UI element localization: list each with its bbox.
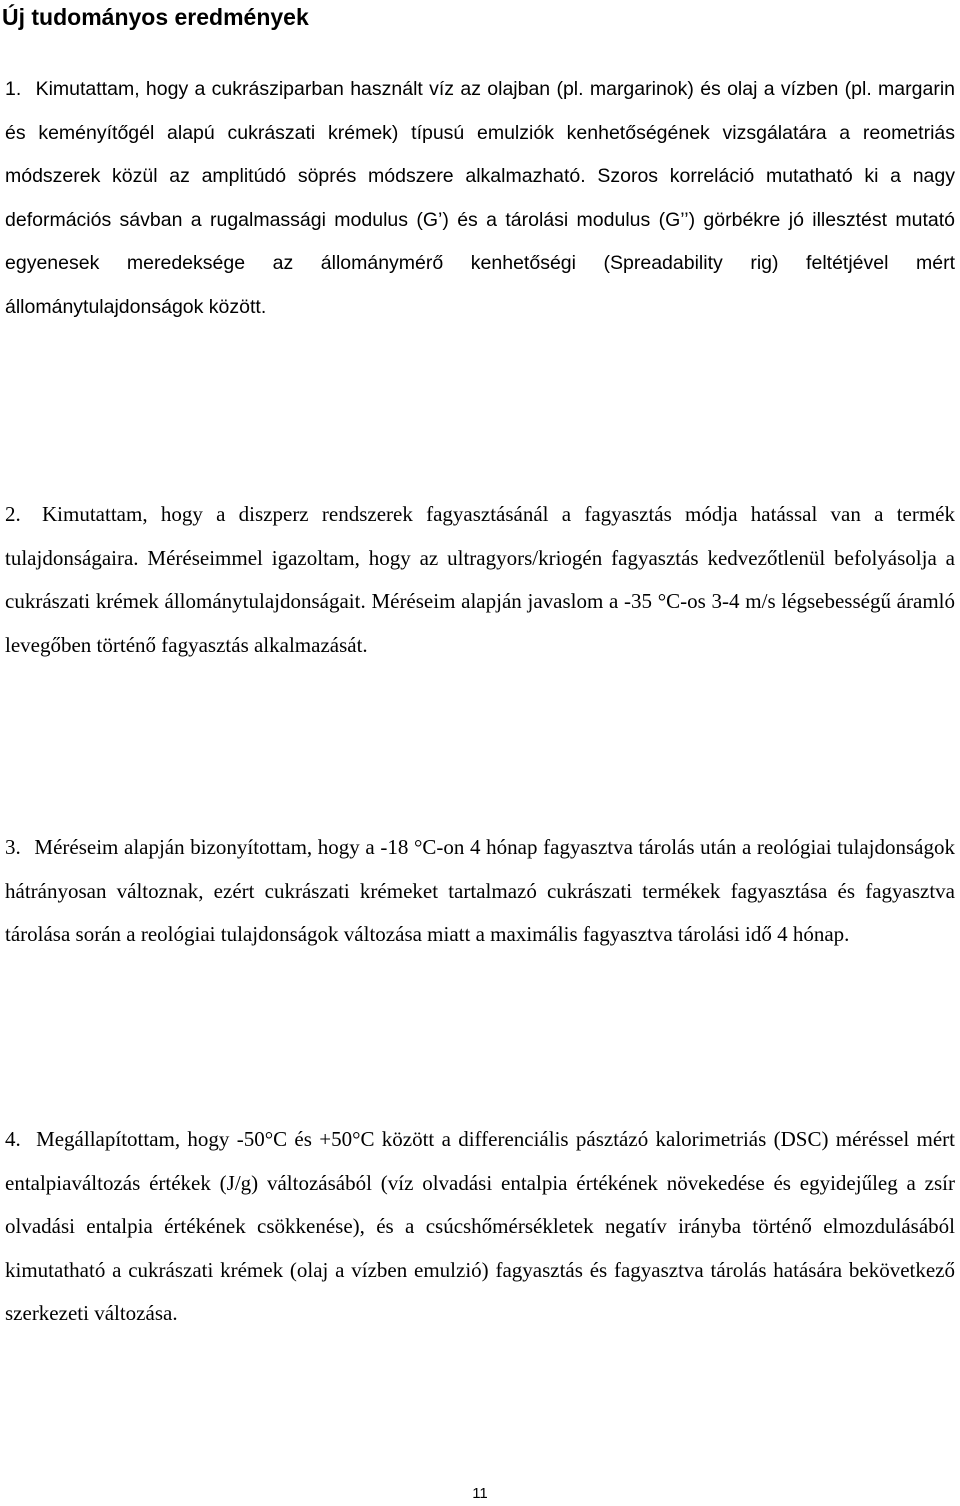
result-item-number: 2. [5, 502, 21, 526]
page-number: 11 [472, 1485, 488, 1502]
result-item-number: 1. [5, 78, 22, 100]
result-item-3 [5, 826, 955, 957]
result-item-text: Kimutattam, hogy a cukrásziparban használt víz az olajban (pl. margarinok) és olaj a vízben (pl. margarin és keményítőgél alapú cukrászati krémek) típusú emulziók kenhetőségének vizsgálatára a reometriás módszerek közül az amplitúdó söprés módszere alkalmazható. Szoros korreláció mutatható ki a nagy deformációs sávban a rugalmassági modulus (G’) és a tárolási modulus (G’’) görbékre jó illesztést mutató egyenesek meredeksége az állománymérő kenhetőségi (Spreadability rig) feltétjével mért állománytulajdonságok között. [5, 78, 956, 318]
result-item-2 [5, 493, 955, 667]
result-item-text: Kimutattam, hogy a diszperz rendszerek fagyasztásánál a fagyasztás módja hatással van a termék tulajdonságaira. Méréseimmel igazoltam, hogy az ultragyors/kriogén fagyasztás kedvezőtlenül befolyásolja a cukrászati krémek állománytulajdonságait. Méréseim alapján javaslom a -35 °C-os 3-4 m/s légsebességű áramló levegőben történő fagyasztás alkalmazását. [5, 502, 955, 657]
result-item-1 [5, 68, 955, 330]
result-item-4 [5, 1118, 955, 1336]
page-heading: Új tudományos eredmények [2, 4, 309, 30]
result-item-text: Megállapítottam, hogy -50°C és +50°C között a differenciális pásztázó kalorimetriás (DSC) méréssel mért entalpiaváltozás értékek (J/g) változásából (víz olvadási entalpia értékének növekedése és egyidejűleg a zsír olvadási entalpia értékének csökkenése), és a csúcshőmérsékletek negatív irányba történő elmozdulásából kimutatható a cukrászati krémek (olaj a vízben emulzió) fagyasztás és fagyasztva tárolás hatására bekövetkező szerkezeti változása. [5, 1127, 956, 1326]
result-item-number: 4. [5, 1127, 21, 1151]
result-item-number: 3. [5, 835, 21, 859]
result-item-text: Méréseim alapján bizonyítottam, hogy a -18 °C-on 4 hónap fagyasztva tárolás után a reológiai tulajdonságok hátrányosan változnak, ezért cukrászati krémeket tartalmazó cukrászati termékek fagyasztása és fagyasztva tárolása során a reológiai tulajdonságok változása miatt a maximális fagyasztva tárolási idő 4 hónap. [5, 835, 955, 947]
